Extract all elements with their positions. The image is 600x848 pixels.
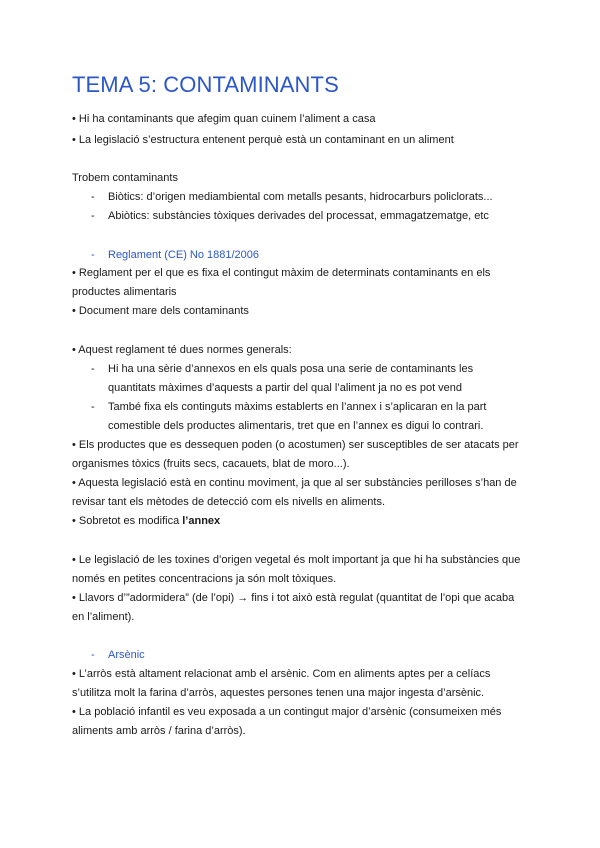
bullet-line: • La població infantil es veu exposada a un contingut major d’arsènic (consumeixen més <box>72 706 502 718</box>
list-dash: - <box>91 249 95 261</box>
section-heading-arsenic: Arsènic <box>108 649 145 661</box>
intro-bullet: • Hi ha contaminants que afegim quan cuinem l’aliment a casa <box>72 113 376 125</box>
bullet-line: • Aquesta legislació està en continu moviment, ja que al ser substàncies perilloses s’han de <box>72 477 517 489</box>
page-title: TEMA 5: CONTAMINANTS <box>72 72 339 97</box>
bullet-line: • Le legislació de les toxines d’origen vegetal és molt important ja que hi ha substàncies que <box>72 554 521 566</box>
bullet-line: només en petites concentracions ja són molt tòxiques. <box>72 573 337 585</box>
bullet-text: • Sobretot es modifica <box>72 515 183 527</box>
bullet-line: aliments amb arròs / farina d’arròs). <box>72 725 246 737</box>
bullet-line: • L’arròs està altament relacionat amb el arsènic. Com en aliments aptes per a celíacs <box>72 668 491 680</box>
list-dash: - <box>91 363 95 375</box>
list-dash: - <box>91 191 95 203</box>
bullet-line: • Aquest reglament té dues normes generals: <box>72 344 292 356</box>
bullet-line: productes alimentaris <box>72 286 177 298</box>
bold-term: l’annex <box>182 515 221 527</box>
list-item: Biòtics: d’origen mediambiental com metalls pesants, hidrocarburs policlorats... <box>108 191 493 203</box>
list-item: Abiòtics: substàncies tòxiques derivades del processat, emmagatzematge, etc <box>108 210 489 222</box>
bullet-line: • Llavors d’”adormidera” (de l’opi) → fins i tot això està regulat (quantitat de l’opi que acaba <box>72 592 515 604</box>
section-heading: Trobem contaminants <box>72 172 178 184</box>
bullet-line <box>72 514 220 528</box>
list-item: quantitats màximes d’aquests a partir del qual l’aliment ja no es pot vend <box>108 382 463 394</box>
bullet-line: organismes tòxics (fruits secs, cacauets, blat de moro...). <box>72 458 350 470</box>
list-item: comestible dels productes alimentaris, tret que en l’annex es digui lo contrari. <box>108 420 484 432</box>
list-dash: - <box>91 649 95 661</box>
list-dash: - <box>91 210 95 222</box>
intro-bullet: • La legislació s’estructura entenent perquè està un contaminant en un aliment <box>72 134 454 146</box>
list-dash: - <box>91 401 95 413</box>
bullet-line: s’utilitza molt la farina d’arròs, aquestes persones tenen una major ingesta d’arsènic. <box>72 687 485 699</box>
bullet-line: • Document mare dels contaminants <box>72 305 249 317</box>
bullet-line: en l’aliment). <box>72 611 135 623</box>
bullet-line: • Els productes que es dessequen poden (o acostumen) ser susceptibles de ser atacats per <box>72 439 519 451</box>
list-item: Hi ha una sèrie d’annexos en els quals posa una serie de contaminants les <box>108 363 474 375</box>
list-item: També fixa els continguts màxims establerts en l’annex i s’aplicaran en la part <box>108 401 487 413</box>
section-heading-reglament: Reglament (CE) No 1881/2006 <box>108 249 260 261</box>
bullet-line: revisar tant els mètodes de detecció com els nivells en aliments. <box>72 496 386 508</box>
bullet-line: • Reglament per el que es fixa el contingut màxim de determinats contaminants en els <box>72 267 491 279</box>
